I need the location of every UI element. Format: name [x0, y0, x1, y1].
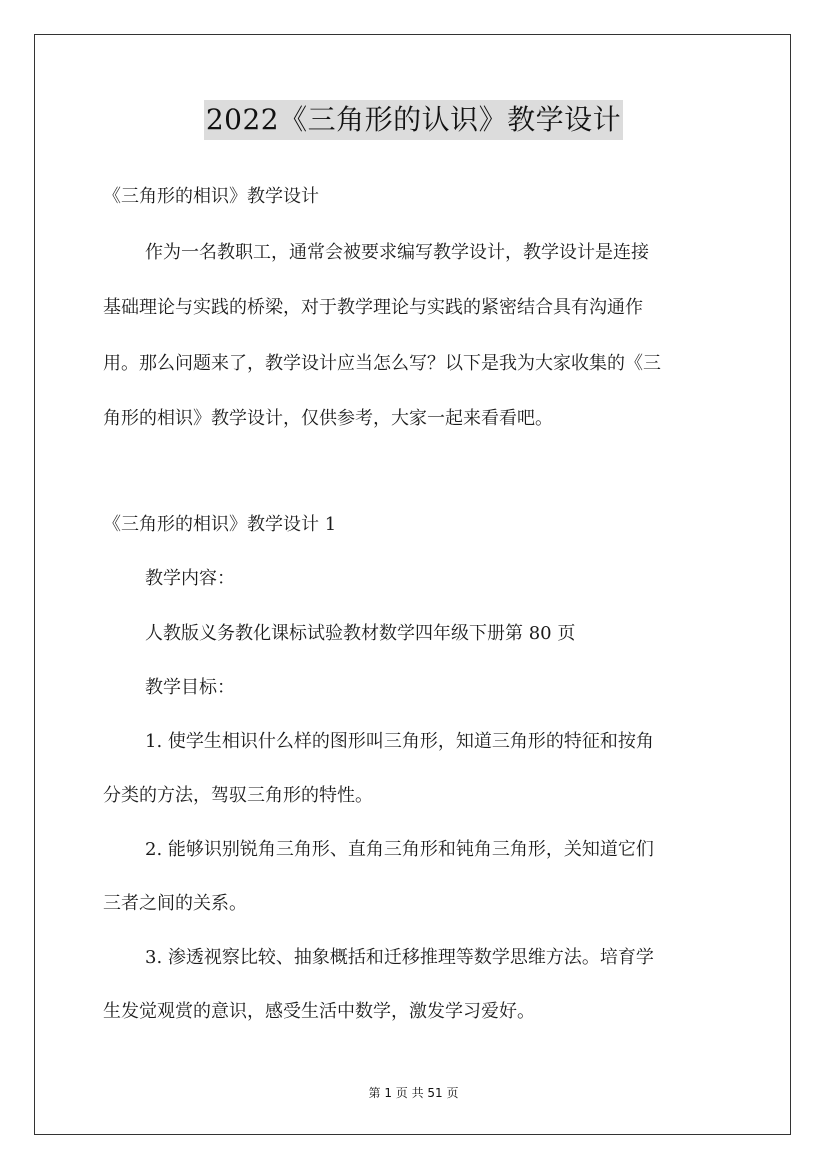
intro-line-3: 用。那么问题来了，教学设计应当怎么写？以下是我为大家收集的《三 [103, 353, 661, 374]
intro-line-2: 基础理论与实践的桥梁，对于教学理论与实践的紧密结合具有沟通作 [103, 297, 643, 318]
goal-1-line-1: 1. 使学生相识什么样的图形叫三角形，知道三角形的特征和按角 [145, 731, 654, 752]
document-title: 2022《三角形的认识》教学设计 [204, 100, 623, 140]
goal-3-line-2: 生发觉观赏的意识，感受生活中数学，激发学习爱好。 [103, 1001, 535, 1022]
section-heading: 《三角形的相识》教学设计 1 [103, 514, 337, 535]
intro-line-4: 角形的相识》教学设计，仅供参考，大家一起来看看吧。 [103, 408, 553, 429]
goal-2-line-2: 三者之间的关系。 [103, 893, 247, 914]
intro-line-1: 作为一名教职工，通常会被要求编写教学设计，教学设计是连接 [145, 242, 649, 263]
document-subtitle: 《三角形的相识》教学设计 [103, 186, 319, 207]
page-footer: 第 1 页 共 51 页 [368, 1086, 459, 1100]
content-value: 人教版义务教化课标试验教材数学四年级下册第 80 页 [145, 623, 576, 644]
goals-label: 教学目标： [145, 677, 235, 698]
goal-1-line-2: 分类的方法，驾驭三角形的特性。 [103, 785, 373, 806]
content-label: 教学内容： [145, 568, 235, 589]
title-container [0, 100, 827, 140]
goal-3-line-1: 3. 渗透视察比较、抽象概括和迁移推理等数学思维方法。培育学 [145, 947, 654, 968]
goal-2-line-1: 2. 能够识别锐角三角形、直角三角形和钝角三角形，关知道它们 [145, 839, 654, 860]
